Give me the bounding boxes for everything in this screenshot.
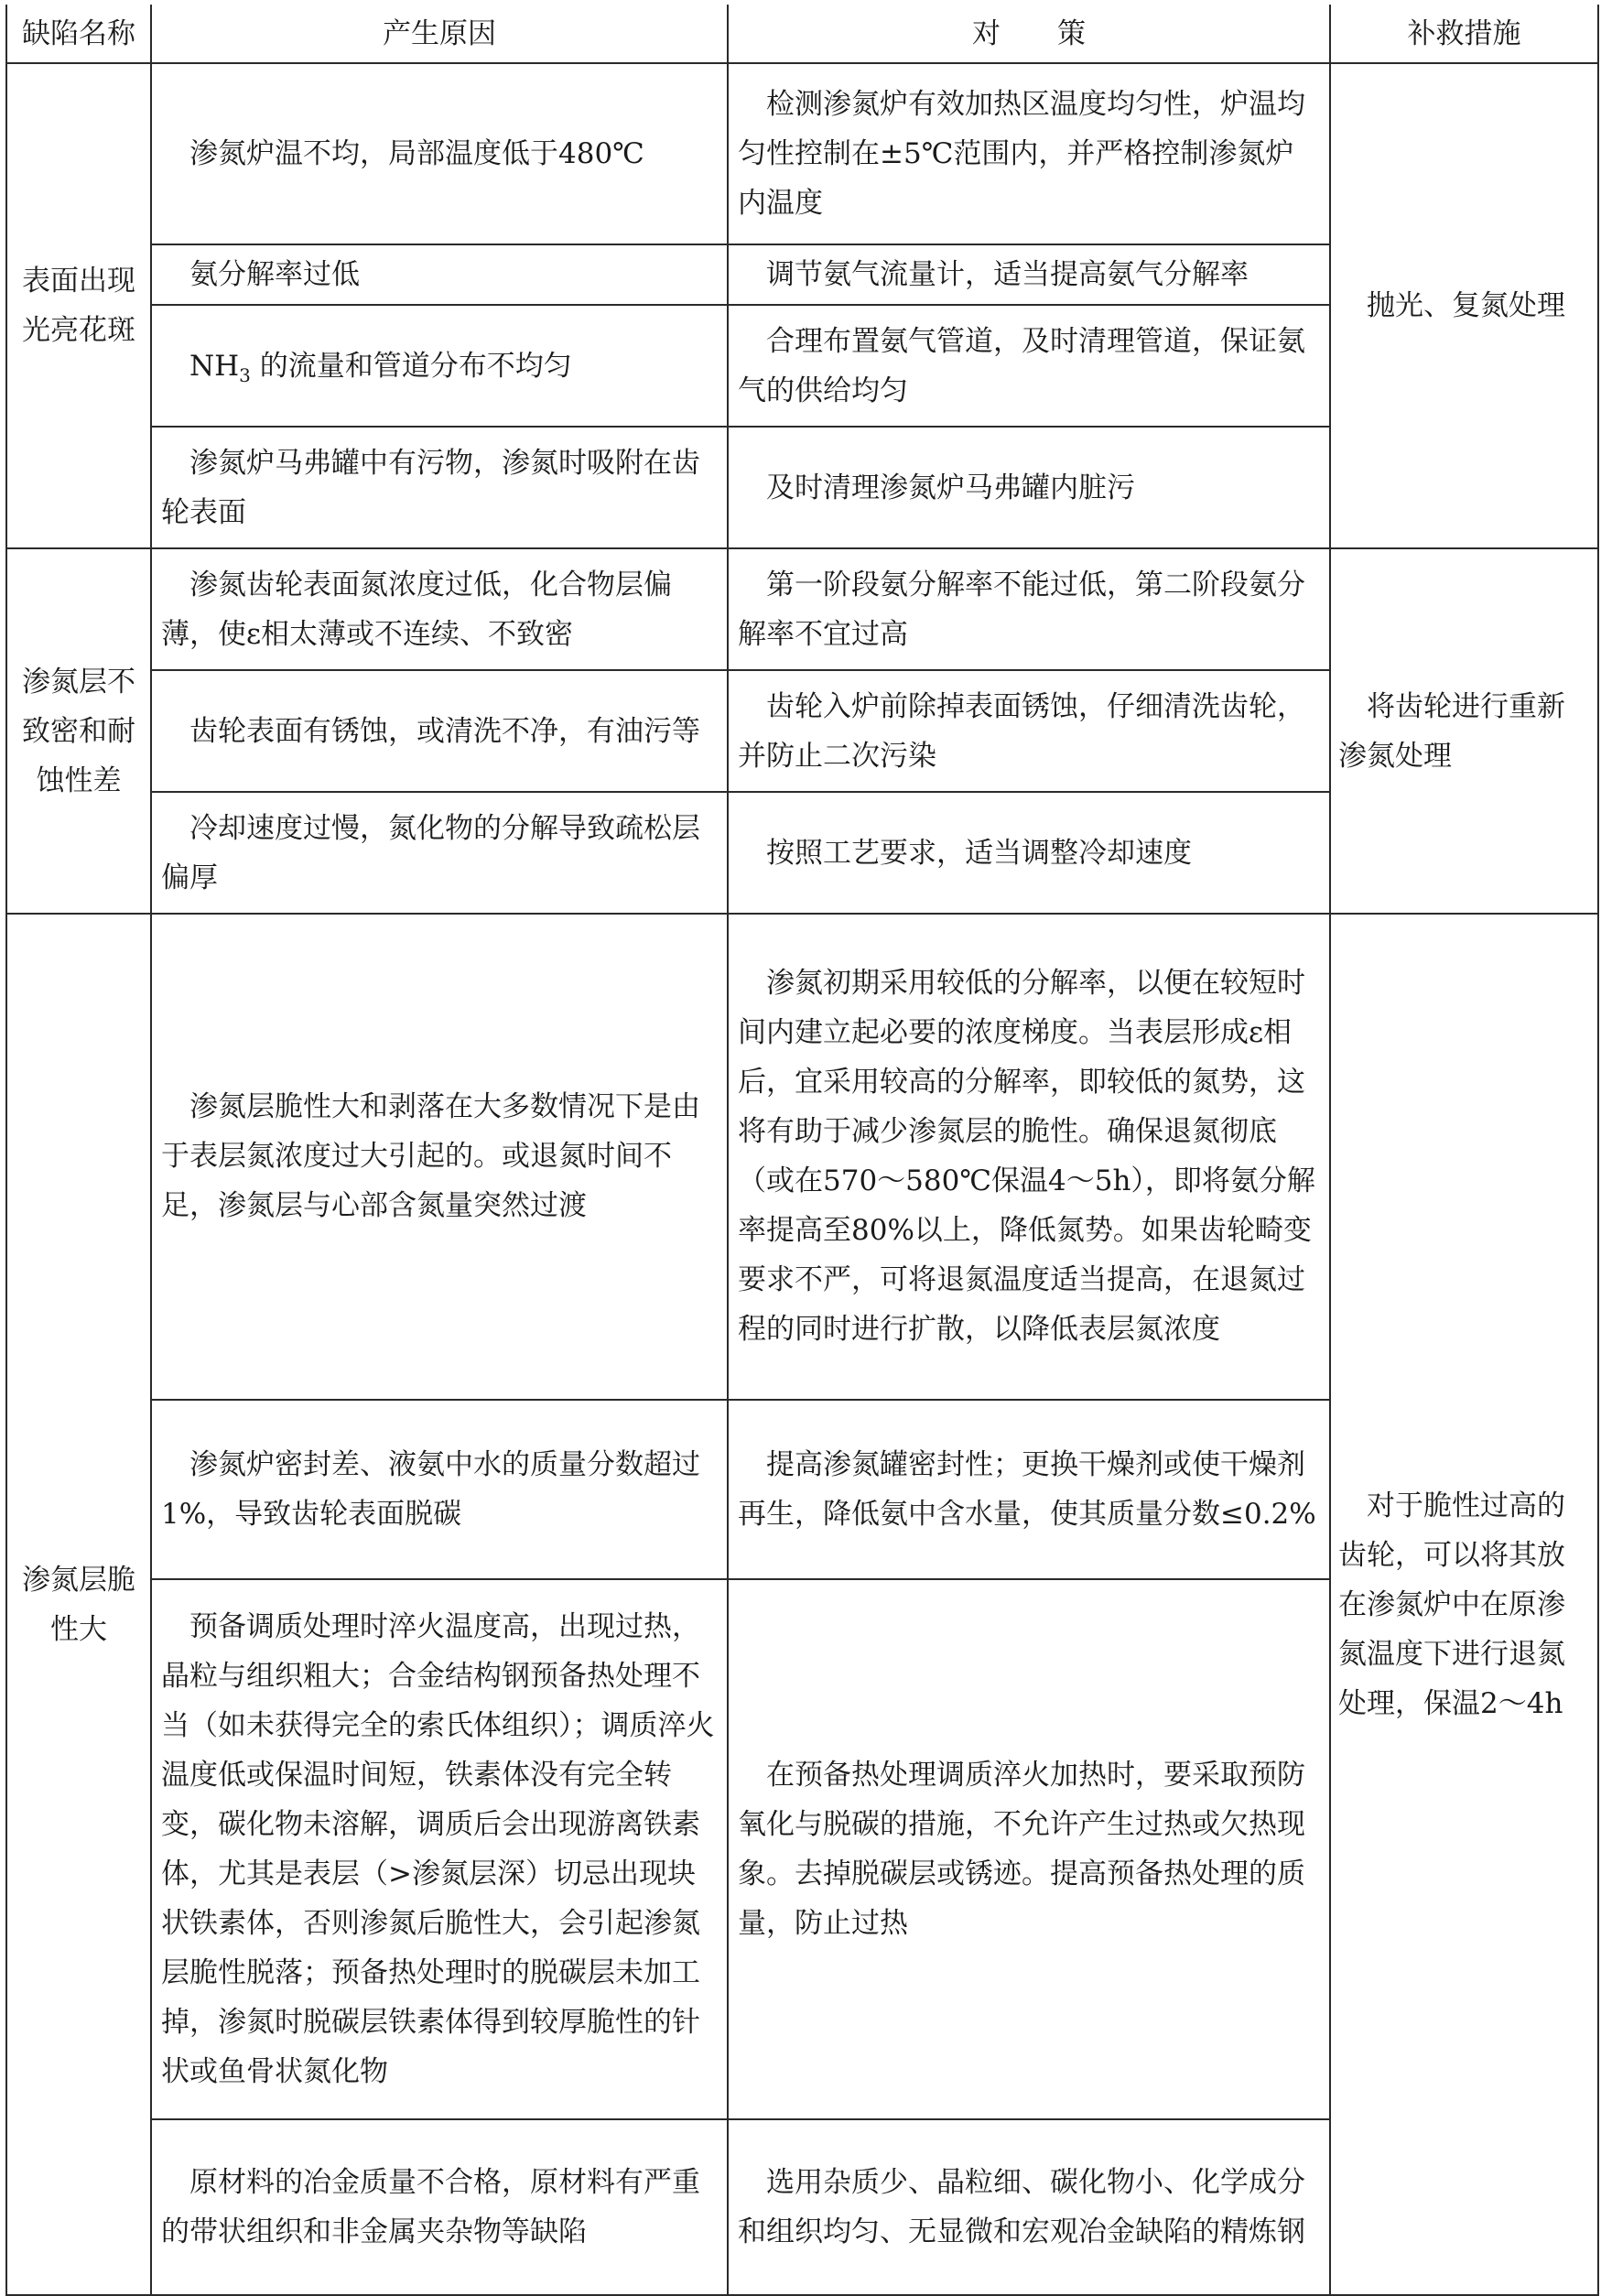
countermeasure-cell: 第一阶段氨分解率不能过低，第二阶段氨分解率不宜过高 [728,548,1330,670]
remedy-cell: 抛光、复氮处理 [1330,63,1598,548]
defect-table [5,5,1599,2296]
cause-cell: 渗氮齿轮表面氮浓度过低，化合物层偏薄，使ε相太薄或不连续、不致密 [151,548,728,670]
countermeasure-cell: 及时清理渗氮炉马弗罐内脏污 [728,427,1330,548]
remedy-cell: 对于脆性过高的齿轮，可以将其放在渗氮炉中在原渗氮温度下进行退氮处理，保温2～4h [1330,914,1598,2295]
countermeasure-cell: 按照工艺要求，适当调整冷却速度 [728,792,1330,914]
countermeasure-cell: 合理布置氨气管道，及时清理管道，保证氨气的供给均匀 [728,305,1330,427]
countermeasure-cell: 调节氨气流量计，适当提高氨气分解率 [728,244,1330,305]
table-row [6,914,1598,1399]
countermeasure-cell: 选用杂质少、晶粒细、碳化物小、化学成分和组织均匀、无显微和宏观冶金缺陷的精炼钢 [728,2119,1330,2295]
cause-cell: 冷却速度过慢，氮化物的分解导致疏松层偏厚 [151,792,728,914]
header-remedy: 补救措施 [1330,5,1598,63]
countermeasure-cell: 渗氮初期采用较低的分解率，以便在较短时间内建立起必要的浓度梯度。当表层形成ε相后，宜采用较高的分解率，即较低的氮势，这将有助于减少渗氮层的脆性。确保退氮彻底（或在570～580℃保温4～5h），即将氨分解率提高至80%以上，降低氮势。如果齿轮畸变要求不严，可将退氮温度适当提高，在退氮过程的同时进行扩散，以降低表层氮浓度 [728,914,1330,1399]
cause-cell: 渗氮层脆性大和剥落在大多数情况下是由于表层氮浓度过大引起的。或退氮时间不足，渗氮层与心部含氮量突然过渡 [151,914,728,1399]
header-countermeasure: 对 策 [728,5,1330,63]
defect-name-cell: 渗氮层脆性大 [6,914,151,2295]
cause-cell: $NH_3$ 的流量和管道分布不均匀 [151,305,728,427]
countermeasure-cell: 齿轮入炉前除掉表面锈蚀，仔细清洗齿轮，并防止二次污染 [728,670,1330,792]
countermeasure-cell: 检测渗氮炉有效加热区温度均匀性，炉温均匀性控制在±5℃范围内，并严格控制渗氮炉内温度 [728,63,1330,244]
countermeasure-cell: 提高渗氮罐密封性；更换干燥剂或使干燥剂再生，降低氨中含水量，使其质量分数≤0.2% [728,1400,1330,1579]
cause-cell: 氨分解率过低 [151,244,728,305]
cause-cell: 渗氮炉马弗罐中有污物，渗氮时吸附在齿轮表面 [151,427,728,548]
defect-name-cell: 渗氮层不致密和耐蚀性差 [6,548,151,914]
cause-cell: 原材料的冶金质量不合格，原材料有严重的带状组织和非金属夹杂物等缺陷 [151,2119,728,2295]
header-cause: 产生原因 [151,5,728,63]
cause-cell: 渗氮炉温不均，局部温度低于480℃ [151,63,728,244]
defect-name-cell: 表面出现光亮花斑 [6,63,151,548]
cause-cell: 渗氮炉密封差、液氨中水的质量分数超过1%，导致齿轮表面脱碳 [151,1400,728,1579]
remedy-cell: 将齿轮进行重新渗氮处理 [1330,548,1598,914]
header-defect-name: 缺陷名称 [6,5,151,63]
cause-cell: 预备调质处理时淬火温度高，出现过热，晶粒与组织粗大；合金结构钢预备热处理不当（如未获得完全的索氏体组织）；调质淬火温度低或保温时间短，铁素体没有完全转变，碳化物未溶解，调质后会出现游离铁素体，尤其是表层（>渗氮层深）切忌出现块状铁素体，否则渗氮后脆性大，会引起渗氮层脆性脱落；预备热处理时的脱碳层未加工掉，渗氮时脱碳层铁素体得到较厚脆性的针状或鱼骨状氮化物 [151,1579,728,2119]
header-row [6,5,1598,63]
subscript-3: 3 [239,363,251,386]
table-row [6,63,1598,244]
countermeasure-cell: 在预备热处理调质淬火加热时，要采取预防氧化与脱碳的措施，不允许产生过热或欠热现象。去掉脱碳层或锈迹。提高预备热处理的质量，防止过热 [728,1579,1330,2119]
table-row [6,548,1598,670]
cause-cell: 齿轮表面有锈蚀，或清洗不净，有油污等 [151,670,728,792]
